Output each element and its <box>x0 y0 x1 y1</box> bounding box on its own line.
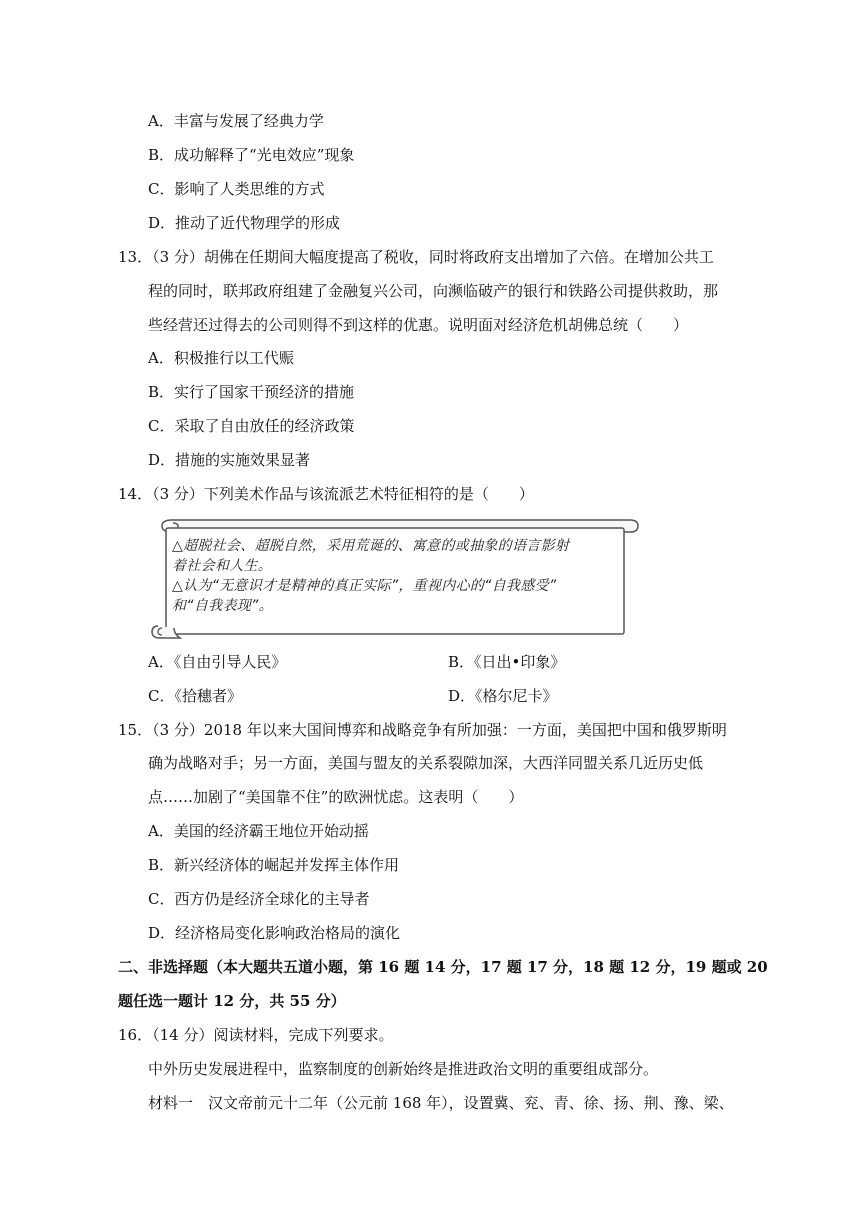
q13-option-b: B．实行了国家干预经济的措施 <box>148 383 355 401</box>
q15-stem-line3: 点……加剧了“美国靠不住”的欧洲忧虑。这表明（ ） <box>148 788 524 806</box>
q15-option-c: C．西方仍是经济全球化的主导者 <box>148 890 370 908</box>
q13-stem-line2: 程的同时，联邦政府组建了金融复兴公司，向濒临破产的银行和铁路公司提供救助，那 <box>148 282 719 300</box>
q14-scroll-figure <box>150 514 640 642</box>
q15-stem-line2: 确为战略对手；另一方面，美国与盟友的关系裂隙加深，大西洋同盟关系几近历史低 <box>148 754 704 772</box>
q16-intro: 中外历史发展进程中，监察制度的创新始终是推进政治文明的重要组成部分。 <box>148 1060 659 1078</box>
q13-option-c: C．采取了自由放任的经济政策 <box>148 417 355 435</box>
q12-option-d: D．推动了近代物理学的形成 <box>148 214 341 232</box>
q14-stem: 14．（3 分）下列美术作品与该流派艺术特征相符的是（ ） <box>118 485 534 503</box>
q15-option-a: A．美国的经济霸王地位开始动摇 <box>148 822 369 840</box>
q12-option-b: B．成功解释了“光电效应”现象 <box>148 146 355 164</box>
q12-option-c: C．影响了人类思维的方式 <box>148 180 325 198</box>
q14-option-b: B．《日出•印象》 <box>448 653 566 671</box>
q13-option-d: D．措施的实施效果显著 <box>148 451 311 469</box>
q13-stem-line3: 些经营还过得去的公司则得不到这样的优惠。说明面对经济危机胡佛总统（ ） <box>148 316 689 334</box>
q13-option-a: A．积极推行以工代赈 <box>148 349 294 367</box>
scroll-text-line2: 着社会和人生。 <box>172 558 273 574</box>
q16-material1: 材料一 汉文帝前元十二年（公元前 168 年），设置冀、兖、青、徐、扬、荆、豫、梁、 <box>148 1094 734 1112</box>
q15-stem-line1: 15．（3 分）2018 年以来大国间博弈和战略竞争有所加强：一方面，美国把中国和俄罗斯明 <box>118 721 727 739</box>
q14-option-c: C．《拾穗者》 <box>148 687 242 705</box>
scroll-text-line4: 和“自我表现”。 <box>172 598 273 614</box>
q15-option-b: B．新兴经济体的崛起并发挥主体作用 <box>148 856 400 874</box>
scroll-text-line1: △超脱社会、超脱自然，采用荒诞的、寓意的或抽象的语言影射 <box>172 538 570 554</box>
scroll-text-line3: △认为“无意识才是精神的真正实际”，重视内心的“自我感受” <box>172 578 557 594</box>
q14-option-a: A．《自由引导人民》 <box>148 653 287 671</box>
q14-option-d: D．《格尔尼卡》 <box>448 687 558 705</box>
section2-heading-line2: 题任选一题计 12 分，共 55 分） <box>118 992 346 1010</box>
q15-option-d: D．经济格局变化影响政治格局的演化 <box>148 924 401 942</box>
q13-stem-line1: 13．（3 分）胡佛在任期间大幅度提高了税收，同时将政府支出增加了六倍。在增加公共工 <box>118 248 714 266</box>
section2-heading-line1: 二、非选择题（本大题共五道小题，第 16 题 14 分，17 题 17 分，18 题 12 分，19 题或 20 <box>118 958 768 976</box>
q16-stem: 16．（14 分）阅读材料，完成下列要求。 <box>118 1026 394 1044</box>
q12-option-a: A．丰富与发展了经典力学 <box>148 112 324 130</box>
